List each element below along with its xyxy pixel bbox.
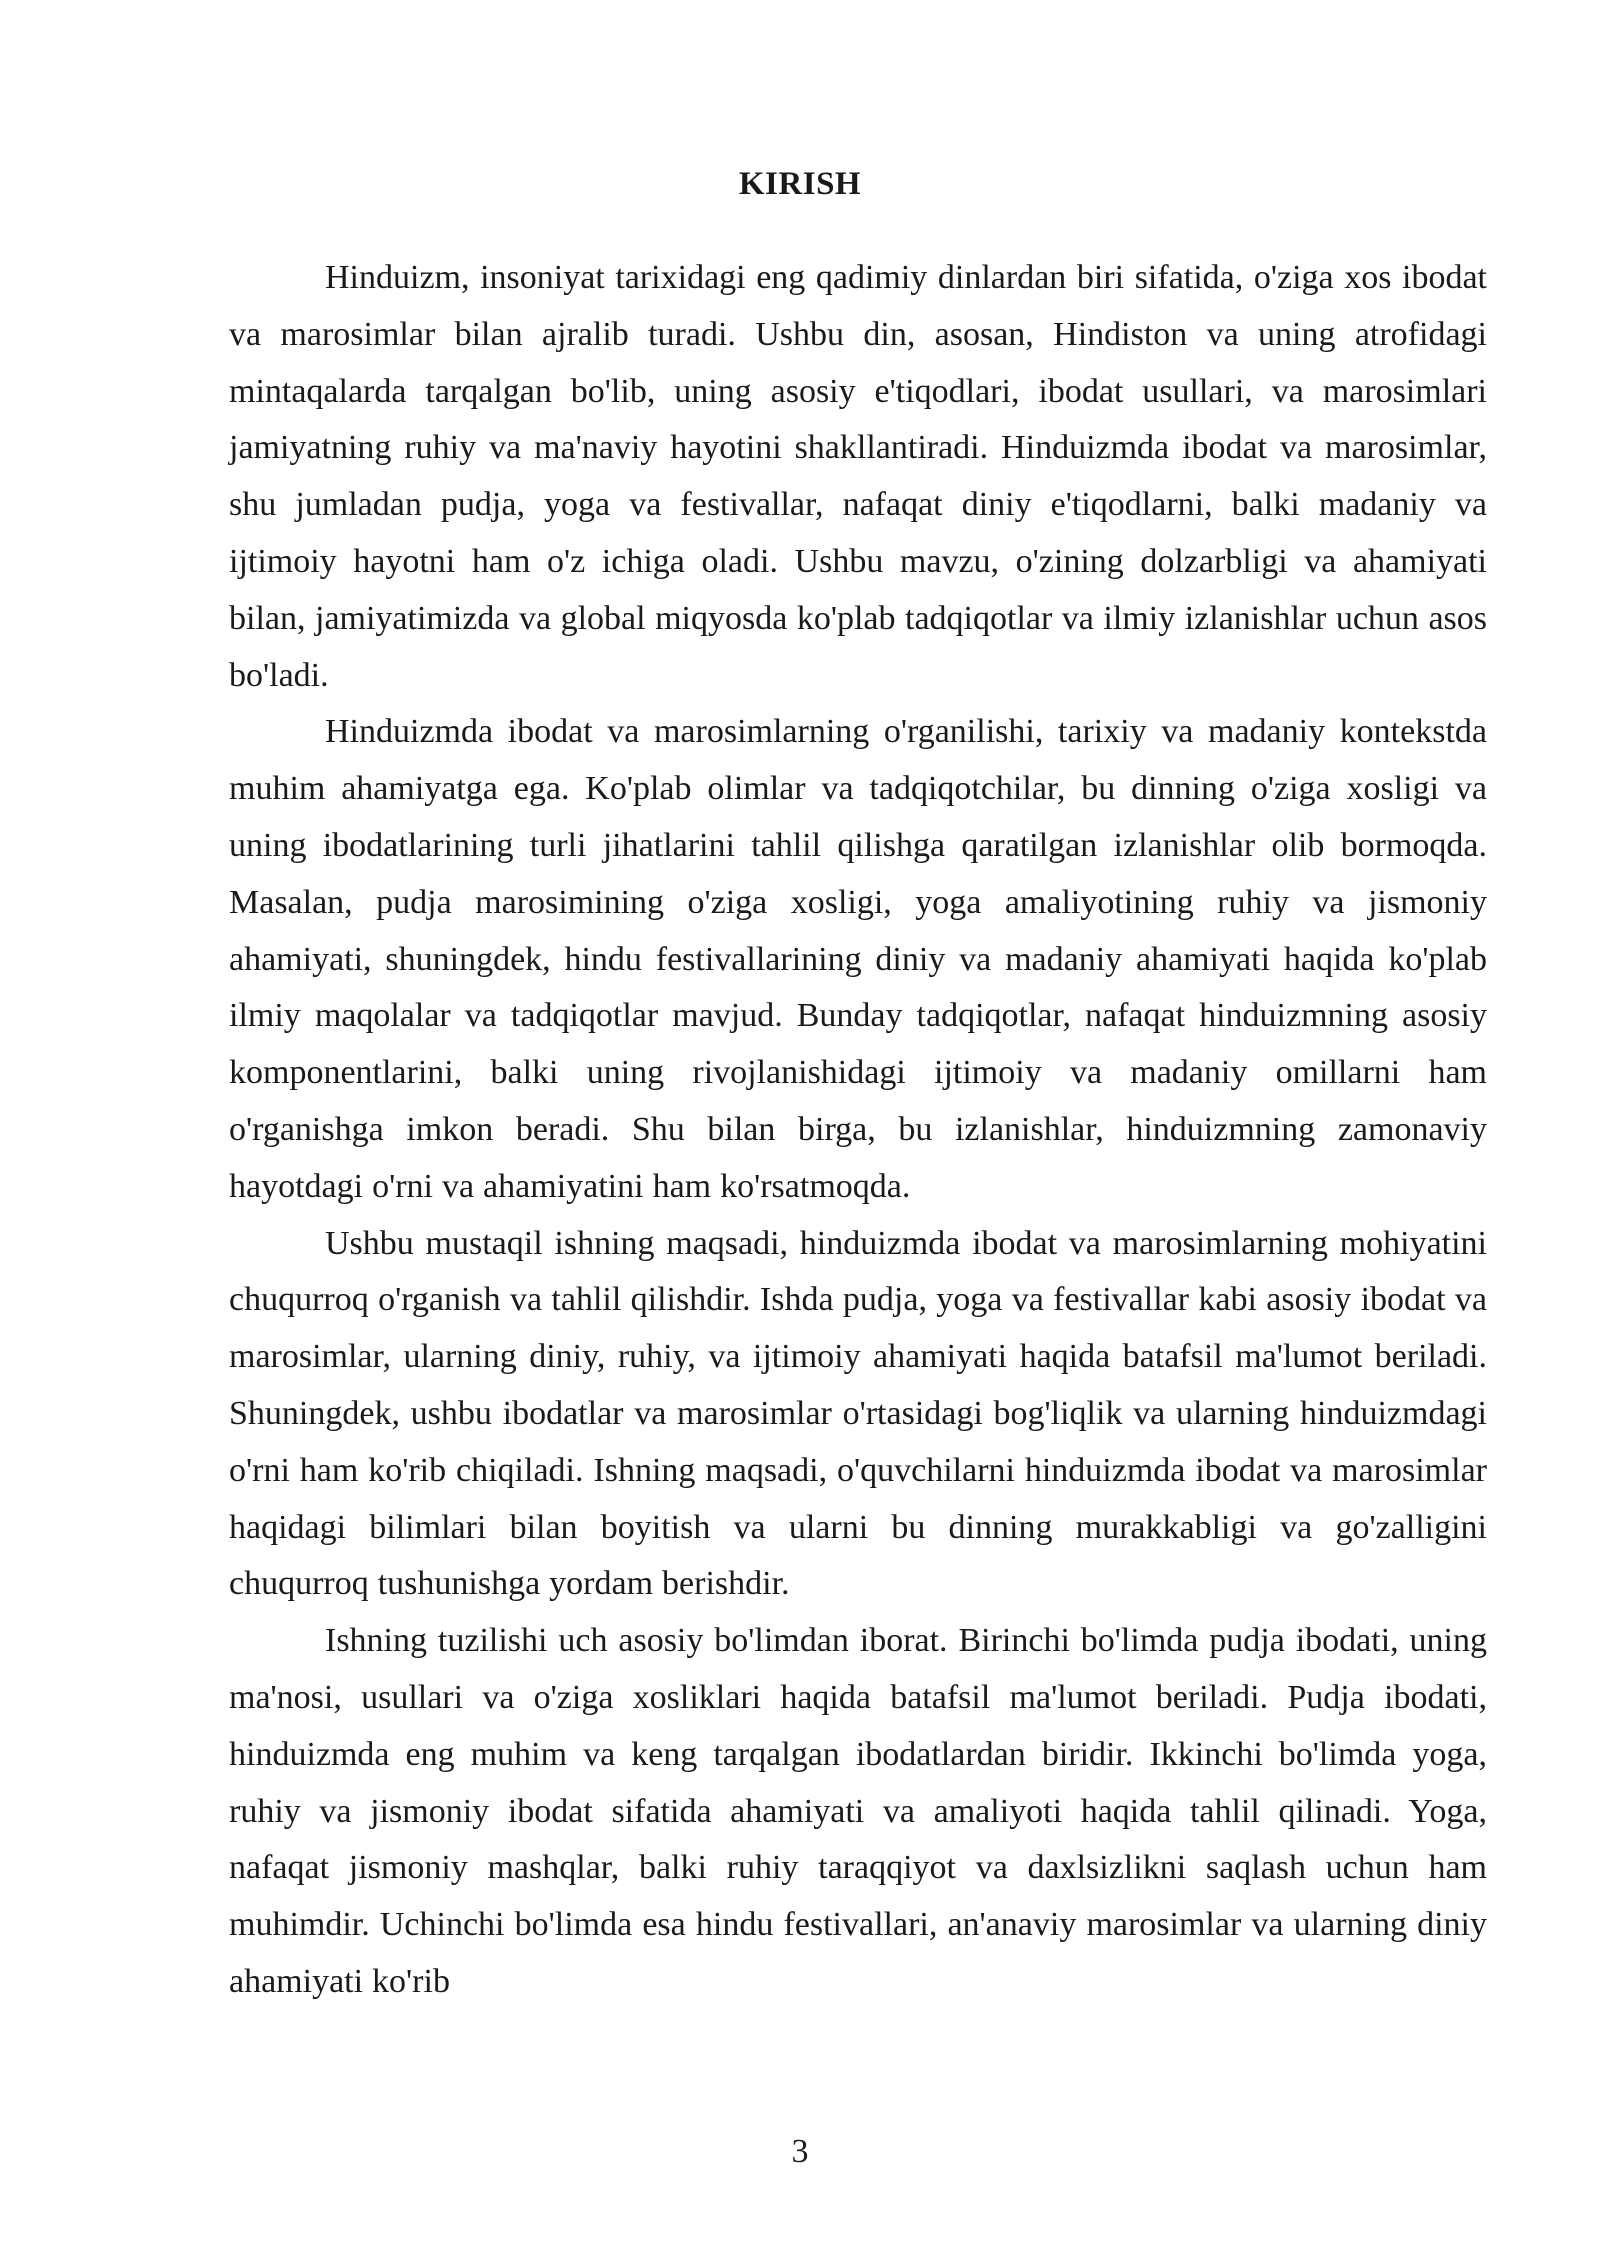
body-text — [229, 250, 1487, 2011]
paragraph-1: Hinduizm, insoniyat tarixidagi eng qadimiy dinlardan biri sifatida, o'ziga xos ibodat va marosimlar bilan ajralib turadi. Ushbu din, asosan, Hindiston va uning atrofidagi mintaqalarda tarqalgan bo'lib, uning asosiy e'tiqodlari, ibodat usullari, va marosimlari jamiyatning ruhiy va ma'naviy hayotini shakllantiradi. Hinduizmda ibodat va marosimlar, shu jumladan pudja, yoga va festivallar, nafaqat diniy e'tiqodlarni, balki madaniy va ijtimoiy hayotni ham o'z ichiga oladi. Ushbu mavzu, o'zining dolzarbligi va ahamiyati bilan, jamiyatimizda va global miqyosda ko'plab tadqiqotlar va ilmiy izlanishlar uchun asos bo'ladi. — [229, 259, 1487, 694]
page-number: 3 — [791, 2133, 809, 2170]
paragraph-2: Hinduizmda ibodat va marosimlarning o'rganilishi, tarixiy va madaniy kontekstda muhim ahamiyatga ega. Ko'plab olimlar va tadqiqotchilar, bu dinning o'ziga xosligi va uning ibodatlarining turli jihatlarini tahlil qilishga qaratilgan izlanishlar olib bormoqda. Masalan, pudja marosimining o'ziga xosligi, yoga amaliyotining ruhiy va jismoniy ahamiyati, shuningdek, hindu festivallarining diniy va madaniy ahamiyati haqida ko'plab ilmiy maqolalar va tadqiqotlar mavjud. Bunday tadqiqotlar, nafaqat hinduizmning asosiy komponentlarini, balki uning rivojlanishidagi ijtimoiy va madaniy omillarni ham o'rganishga imkon beradi. Shu bilan birga, bu izlanishlar, hinduizmning zamonaviy hayotdagi o'rni va ahamiyatini ham ko'rsatmoqda. — [229, 713, 1487, 1205]
page-title: KIRISH — [738, 166, 862, 202]
paragraph-4: Ishning tuzilishi uch asosiy bo'limdan iborat. Birinchi bo'limda pudja ibodati, uning ma'nosi, usullari va o'ziga xosliklari haqida batafsil ma'lumot beriladi. Pudja ibodati, hinduizmda eng muhim va keng tarqalgan ibodatlardan biridir. Ikkinchi bo'limda yoga, ruhiy va jismoniy ibodat sifatida ahamiyati va amaliyoti haqida tahlil qilinadi. Yoga, nafaqat jismoniy mashqlar, balki ruhiy taraqqiyot va daxlsizlikni saqlash uchun ham muhimdir. Uchinchi bo'limda esa hindu festivallari, an'anaviy marosimlar va ularning diniy ahamiyati ko'rib — [229, 1622, 1487, 2000]
paragraph-3: Ushbu mustaqil ishning maqsadi, hinduizmda ibodat va marosimlarning mohiyatini chuqurroq o'rganish va tahlil qilishdir. Ishda pudja, yoga va festivallar kabi asosiy ibodat va marosimlar, ularning diniy, ruhiy, va ijtimoiy ahamiyati haqida batafsil ma'lumot beriladi. Shuningdek, ushbu ibodatlar va marosimlar o'rtasidagi bog'liqlik va ularning hinduizmdagi o'rni ham ko'rib chiqiladi. Ishning maqsadi, o'quvchilarni hinduizmda ibodat va marosimlar haqidagi bilimlari bilan boyitish va ularni bu dinning murakkabligi va go'zalligini chuqurroq tushunishga yordam berishdir. — [229, 1224, 1487, 1603]
